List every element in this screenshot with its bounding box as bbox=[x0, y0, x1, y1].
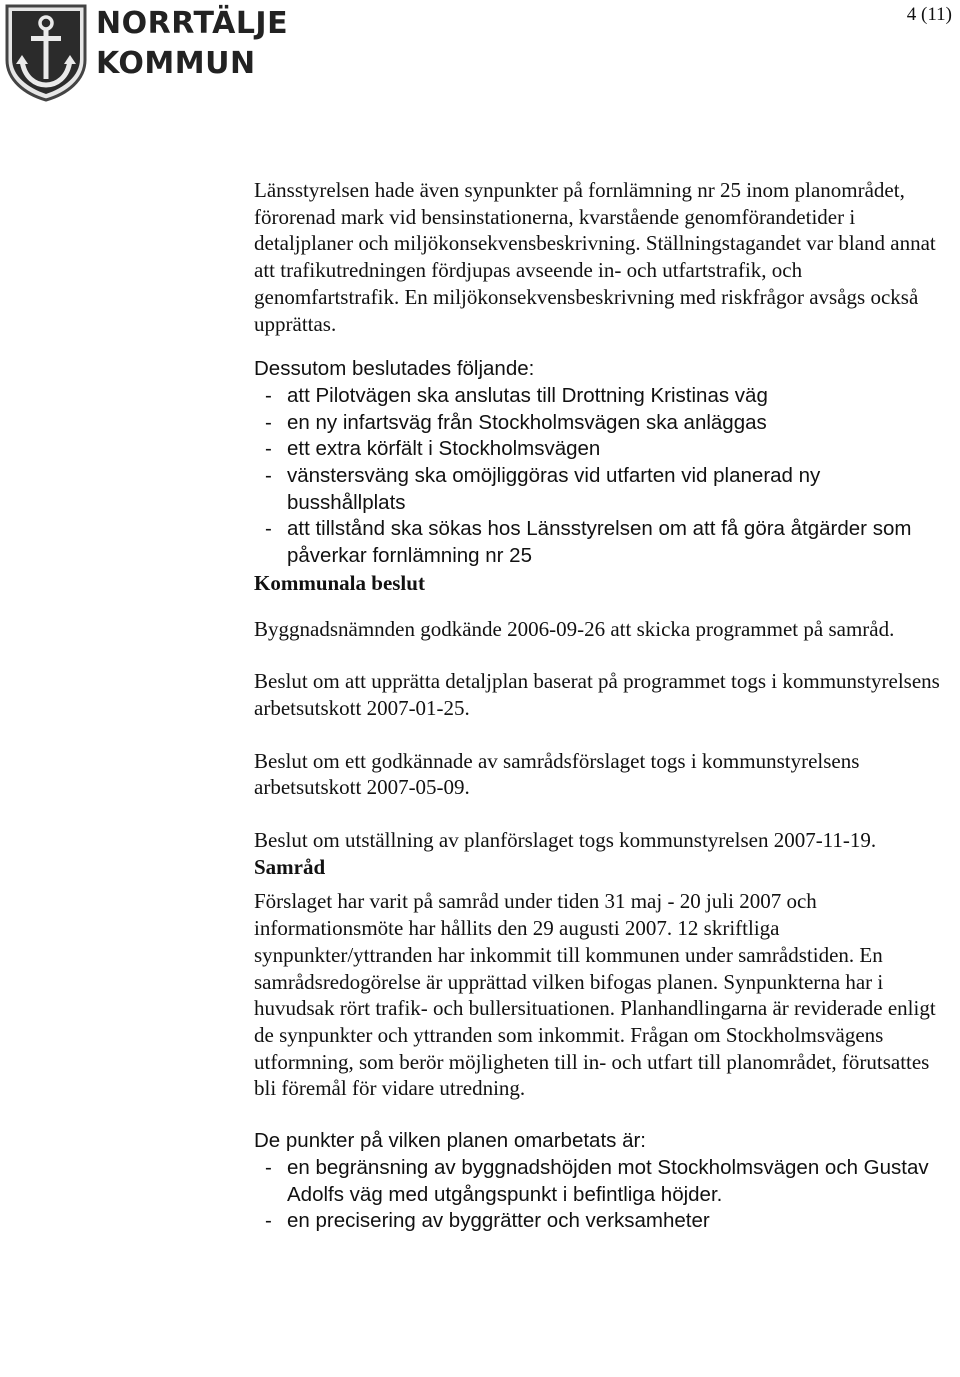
list-item: - en precisering av byggrätter och verksamheter bbox=[254, 1208, 944, 1235]
list-item: - en ny infartsväg från Stockholmsvägen ska anläggas bbox=[254, 410, 944, 437]
coat-of-arms-icon bbox=[3, 2, 89, 102]
document-body bbox=[254, 177, 944, 1235]
paragraph-beslut-utstallning: Beslut om utställning av planförslaget togs kommunstyrelsen 2007-11-19. bbox=[254, 828, 877, 853]
list-item: - vänstersväng ska omöjliggöras vid utfarten vid planerad ny busshållplats bbox=[254, 463, 944, 516]
decisions-intro: Dessutom beslutades följande: bbox=[254, 357, 535, 381]
paragraph-byggnadsnamnden: Byggnadsnämnden godkände 2006-09-26 att skicka programmet på samråd. bbox=[254, 616, 895, 641]
list-item: - ett extra körfält i Stockholmsvägen bbox=[254, 436, 944, 463]
paragraph-beslut-detaljplan: Beslut om att upprätta detaljplan baserat på programmet togs i kommunstyrelsens arbetsutskott 2007-01-25. bbox=[254, 669, 940, 720]
paragraph-beslut-samradsforslag: Beslut om ett godkännade av samrådsförslaget togs i kommunstyrelsens arbetsutskott 2007-05-09. bbox=[254, 748, 860, 800]
logo-text-line-2: KOMMUN bbox=[96, 46, 256, 81]
revisions-section bbox=[254, 1128, 944, 1235]
revisions-list bbox=[254, 1155, 944, 1235]
page-number: 4 (11) bbox=[906, 4, 952, 25]
list-item: - att tillstånd ska sökas hos Länsstyrelsen om att få göra åtgärder som påverkar fornlämning nr 25 bbox=[254, 516, 944, 569]
heading-kommunala-beslut: Kommunala beslut bbox=[254, 570, 425, 595]
list-item: - en begränsning av byggnadshöjden mot Stockholmsvägen och Gustav Adolfs väg med utgångspunkt i befintliga höjder. bbox=[254, 1155, 944, 1208]
municipality-logo bbox=[0, 0, 290, 105]
logo-text-line-1: NORRTÄLJE bbox=[96, 6, 289, 41]
list-item: - att Pilotvägen ska anslutas till Drottning Kristinas väg bbox=[254, 383, 944, 410]
paragraph-lansstyrelsen: Länsstyrelsen hade även synpunkter på fornlämning nr 25 inom planområdet, förorenad mark vid bensinstationerna, kvarstående genomförandetider i detaljplaner och miljökonsekvensbeskrivning. Ställningstagandet var bland annat att trafikutredningen fördjupas avseende in- och utfartstrafik, och genomfartstrafik. En miljökonsekvensbeskrivning med riskfrågor avsågs också upprättas. bbox=[254, 178, 936, 336]
decisions-list bbox=[254, 383, 944, 570]
decisions-section bbox=[254, 356, 944, 570]
heading-samrad: Samråd bbox=[254, 854, 326, 879]
revisions-intro: De punkter på vilken planen omarbetats är: bbox=[254, 1129, 647, 1153]
paragraph-samrad: Förslaget har varit på samråd under tiden 31 maj - 20 juli 2007 och informationsmöte har hållits den 29 augusti 2007. 12 skriftliga synpunkter/yttranden har inkommit till kommunen under samrådstiden. En samrådsredogörelse är upprättad vilken bifogas planen. Synpunkterna har i huvudsak rört trafik- och bullersituationen. Planhandlingarna är reviderade enligt de synpunkter och yttranden som inkommit. Frågan om Stockholmsvägens utformning, som berör möjligheten till in- och utfart till planområdet, förutsattes bli föremål för vidare utredning. bbox=[254, 889, 936, 1101]
